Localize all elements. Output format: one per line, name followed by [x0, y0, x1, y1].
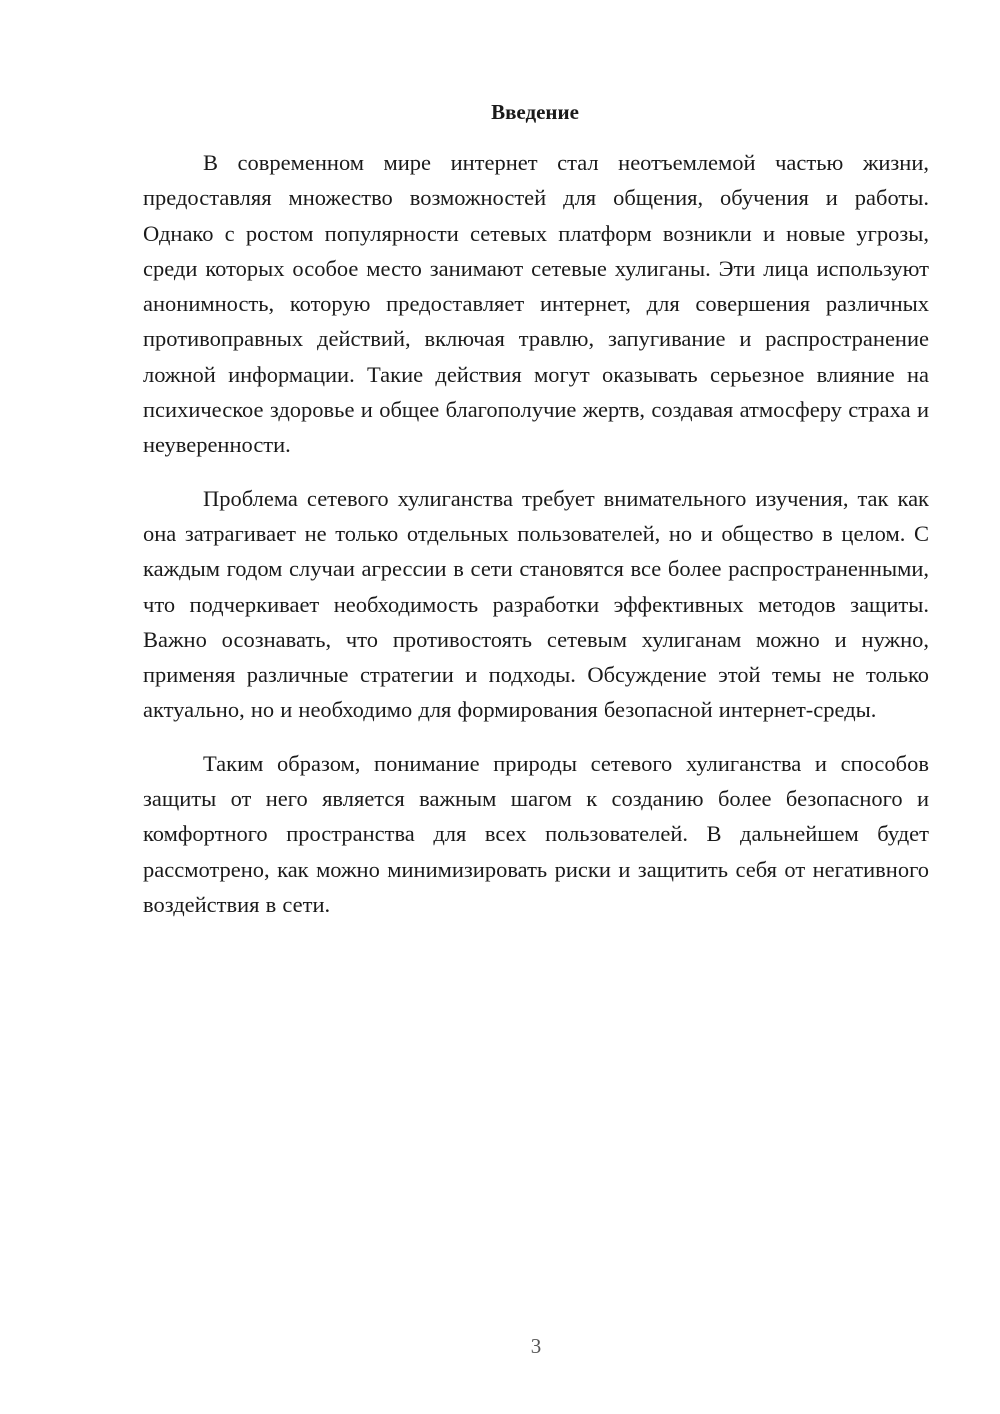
page-number: 3: [530, 1334, 542, 1358]
paragraph-2: Проблема сетевого хулиганства требует внимательного изучения, так как она затрагивает не только отдельных пользователей, но и общество в целом. С каждым годом случаи агрессии в сети становятся все более распространенными, что подчеркивает необходимость разработки эффективных методов защиты. Важно осознавать, что противостоять сетевым хулиганам можно и нужно, применяя различные стратегии и подходы. Обсуждение этой темы не только актуально, но и необходимо для формирования безопасной интернет-среды.: [143, 485, 929, 723]
body-text: [143, 145, 929, 940]
paragraph-1: В современном мире интернет стал неотъемлемой частью жизни, предоставляя множество возможностей для общения, обучения и работы. Однако с ростом популярности сетевых платформ возникли и новые угрозы, среди которых особое место занимают сетевые хулиганы. Эти лица используют анонимность, которую предоставляет интернет, для совершения различных противоправных действий, включая травлю, запугивание и распространение ложной информации. Такие действия могут оказывать серьезное влияние на психическое здоровье и общее благополучие жертв, создавая атмосферу страха и неуверенности.: [143, 150, 929, 458]
paragraph-3: Таким образом, понимание природы сетевого хулиганства и способов защиты от него является важным шагом к созданию более безопасного и комфортного пространства для всех пользователей. В дальнейшем будет рассмотрено, как можно минимизировать риски и защитить себя от негативного воздействия в сети.: [143, 750, 929, 917]
section-heading: Введение: [491, 100, 579, 124]
